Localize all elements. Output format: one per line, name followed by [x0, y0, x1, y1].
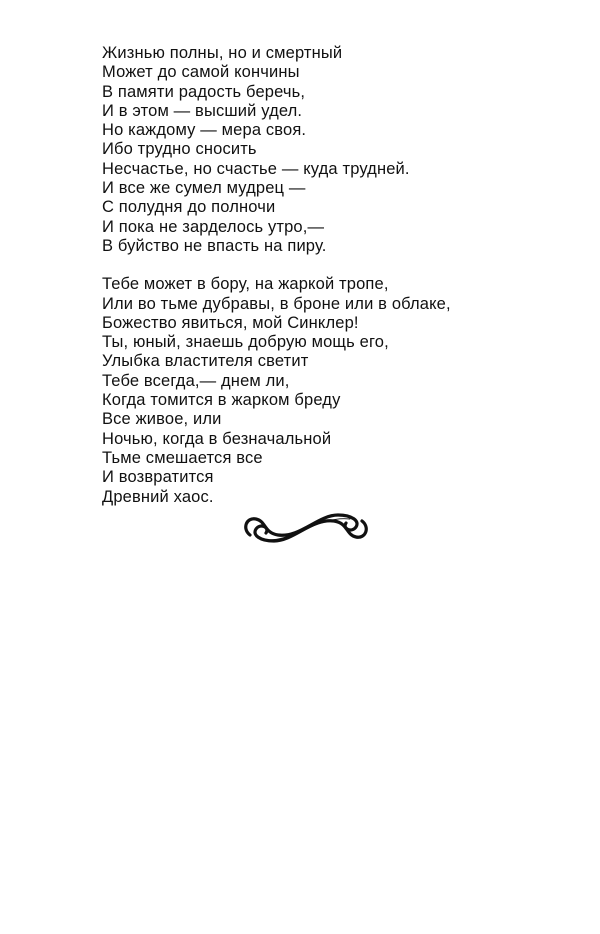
poem-line: Тебе может в бору, на жаркой тропе, — [102, 275, 389, 294]
poem-line: И все же сумел мудрец — — [102, 179, 306, 198]
poem-line: Божество явиться, мой Синклер! — [102, 313, 359, 332]
poem-line: Может до самой кончины — [102, 63, 300, 82]
poem-line: Древний хаос. — [102, 487, 214, 506]
poem-line: Тьме смешается все — [102, 448, 263, 467]
poem-line: Ты, юный, знаешь добрую мощь его, — [102, 333, 389, 352]
poem-line: Ночью, когда в безначальной — [102, 429, 332, 448]
poem-line: Или во тьме дубравы, в броне или в облаке, — [102, 294, 451, 313]
stanza-2 — [102, 275, 562, 507]
poem-line: Все живое, или — [102, 410, 222, 429]
poem-line: Ибо трудно сносить — [102, 140, 257, 159]
poem-line: Но каждому — мера своя. — [102, 121, 307, 140]
poem-line: И возвратится — [102, 468, 214, 487]
poem-line: С полудня до полночи — [102, 198, 276, 217]
poem-line: Жизнью полны, но и смертный — [102, 44, 343, 62]
poem-line: Тебе всегда,— днем ли, — [102, 371, 290, 390]
poem-line: В памяти радость беречь, — [102, 82, 306, 101]
poem-line: И пока не зарделось утро,— — [102, 217, 325, 236]
poem-text — [102, 44, 562, 507]
stanza-1 — [102, 44, 562, 256]
poem-line: Улыбка властителя светит — [102, 352, 309, 371]
flourish-icon — [238, 505, 374, 551]
poem-line: Когда томится в жарком бреду — [102, 391, 341, 410]
poem-line: В буйство не впасть на пиру. — [102, 236, 327, 255]
poem-line: Несчастье, но счастье — куда трудней. — [102, 159, 410, 178]
poem-line: И в этом — высший удел. — [102, 101, 303, 120]
